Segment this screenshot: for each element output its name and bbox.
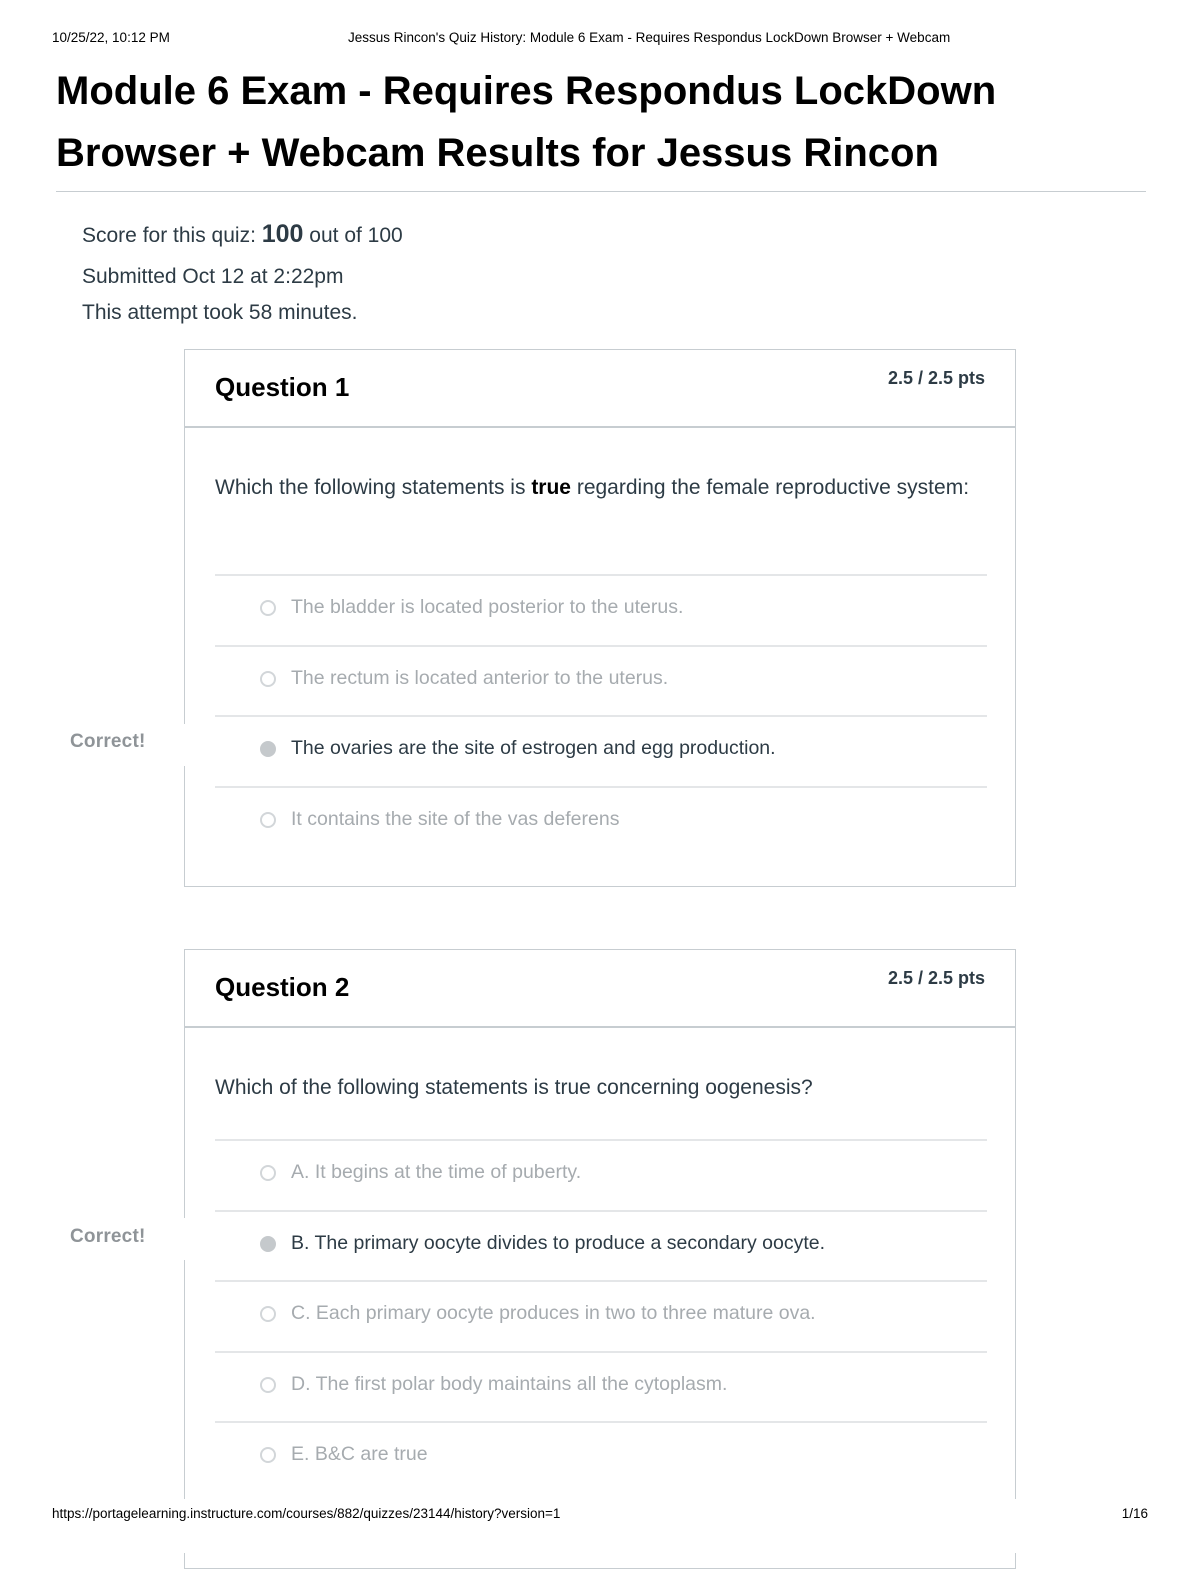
score-line: [82, 220, 403, 249]
score-suffix: out of 100: [303, 224, 403, 247]
correct-answer-tag: Correct!: [70, 1226, 146, 1247]
question-points: 2.5 / 2.5 pts: [887, 368, 985, 388]
answer-option[interactable]: [215, 1351, 987, 1423]
print-document-title: Jessus Rincon's Quiz History: Module 6 Exam - Requires Respondus LockDown Browser + Webcam: [348, 30, 951, 45]
radio-icon[interactable]: [260, 671, 276, 687]
radio-icon[interactable]: [260, 1377, 276, 1393]
answer-label: The rectum is located anterior to the uterus.: [291, 667, 669, 689]
duration-line: This attempt took 58 minutes.: [82, 301, 358, 324]
answer-label: C. Each primary oocyte produces in two to three mature ova.: [291, 1302, 816, 1324]
page-title: Module 6 Exam - Requires Respondus LockDown Browser + Webcam Results for Jessus Rincon: [56, 69, 997, 175]
correct-marker-gap: [184, 724, 186, 766]
answer-option[interactable]: [215, 1280, 987, 1352]
question-text: [215, 470, 985, 505]
question-text-part: Which the following statements is: [215, 476, 532, 499]
question-text-emphasis: true: [531, 476, 571, 499]
answer-option[interactable]: [215, 574, 987, 646]
answer-label: D. The first polar body maintains all the cytoplasm.: [291, 1373, 728, 1395]
title-divider: [56, 191, 1146, 192]
answer-label: The ovaries are the site of estrogen and egg production.: [291, 737, 776, 759]
correct-answer-tag: Correct!: [70, 731, 146, 752]
score-prefix: Score for this quiz:: [82, 224, 262, 247]
question-title: Question 2: [215, 972, 350, 1002]
print-header: [52, 30, 1148, 50]
radio-selected-icon[interactable]: [260, 741, 276, 757]
radio-icon[interactable]: [260, 600, 276, 616]
question-header: [185, 950, 1015, 1028]
submitted-line: Submitted Oct 12 at 2:22pm: [82, 265, 344, 288]
print-url: https://portagelearning.instructure.com/courses/882/quizzes/23144/history?version=1: [52, 1506, 561, 1521]
radio-icon[interactable]: [260, 812, 276, 828]
answer-option-selected[interactable]: [215, 1210, 987, 1282]
correct-marker-gap: [184, 1218, 186, 1260]
question-text: Which of the following statements is true concerning oogenesis?: [215, 1076, 813, 1099]
score-value: 100: [261, 220, 304, 248]
question-text-part: regarding the female reproductive system:: [571, 476, 970, 499]
radio-selected-icon[interactable]: [260, 1236, 276, 1252]
radio-icon[interactable]: [260, 1447, 276, 1463]
answer-label: The bladder is located posterior to the uterus.: [291, 596, 684, 618]
answer-option[interactable]: [215, 786, 987, 858]
question-card-2: [184, 949, 1016, 1569]
page-number: 1/16: [1121, 1506, 1148, 1521]
answer-option[interactable]: [215, 645, 987, 717]
answer-option[interactable]: [215, 1421, 987, 1493]
answer-label: E. B&C are true: [291, 1443, 428, 1465]
answer-label: It contains the site of the vas deferens: [291, 808, 620, 830]
question-points: 2.5 / 2.5 pts: [887, 968, 985, 988]
question-card-1: [184, 349, 1016, 887]
radio-icon[interactable]: [260, 1306, 276, 1322]
radio-icon[interactable]: [260, 1165, 276, 1181]
answer-label: B. The primary oocyte divides to produce a secondary oocyte.: [291, 1232, 826, 1254]
answer-option-selected[interactable]: [215, 715, 987, 787]
answer-option[interactable]: [215, 1139, 987, 1211]
question-header: [185, 350, 1015, 428]
answer-label: A. It begins at the time of puberty.: [291, 1161, 582, 1183]
print-datetime: 10/25/22, 10:12 PM: [52, 30, 170, 45]
question-title: Question 1: [215, 372, 350, 402]
